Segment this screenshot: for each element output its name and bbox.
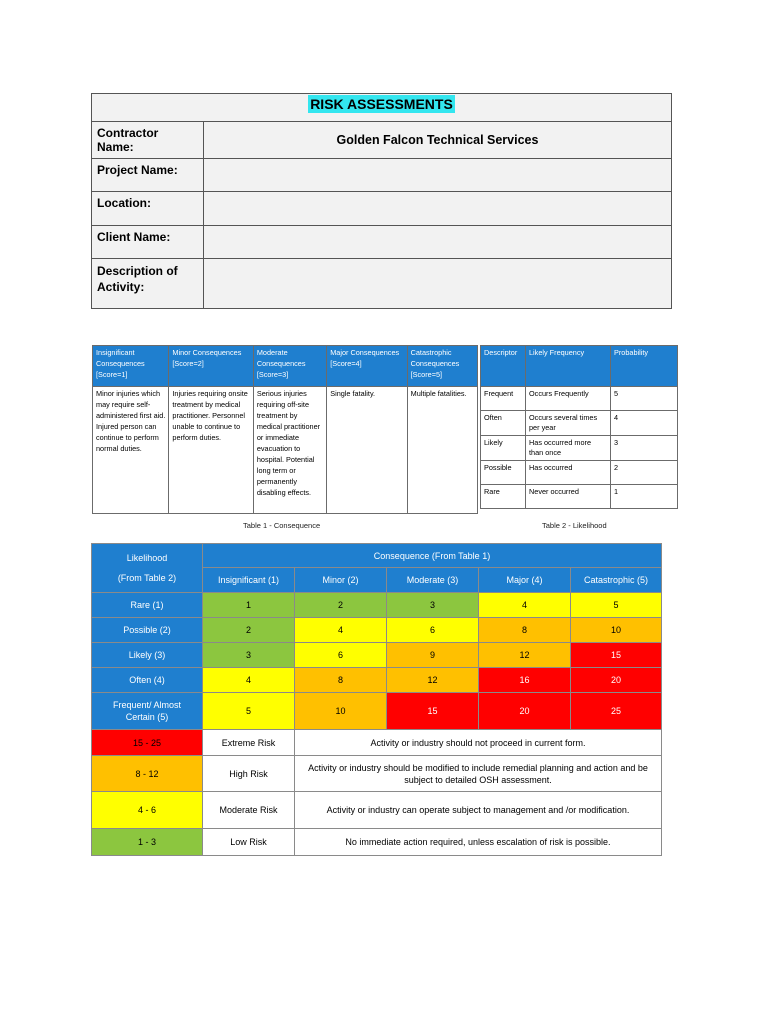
matrix-col-header: Insignificant (1) — [203, 568, 295, 593]
description-label: Description of Activity: — [92, 259, 204, 309]
location-label: Location: — [92, 192, 204, 226]
matrix-cell: 3 — [203, 643, 295, 668]
likelihood-probability: 3 — [611, 436, 678, 461]
table1-caption: Table 1 - Consequence — [243, 521, 321, 530]
matrix-cell: 2 — [295, 593, 387, 618]
matrix-corner-line1: Likelihood — [126, 553, 168, 563]
project-name-label: Project Name: — [92, 159, 204, 192]
matrix-row-header: Rare (1) — [92, 593, 203, 618]
risk-action: Activity or industry should be modified to include remedial planning and action and be subject to detailed OSH assessment. — [295, 756, 662, 792]
form-title-cell — [92, 94, 672, 122]
description-value — [204, 259, 672, 309]
consequence-cell-3: Serious injuries requiring off-site treatment by medical practitioner or immediate evacuation to hospital. Potential long term or permanently disabling effects. — [253, 387, 326, 514]
risk-action: No immediate action required, unless escalation of risk is possible. — [295, 829, 662, 856]
matrix-cell: 4 — [203, 668, 295, 693]
likelihood-descriptor: Often — [481, 411, 526, 436]
matrix-row-header: Likely (3) — [92, 643, 203, 668]
matrix-cell: 3 — [387, 593, 479, 618]
matrix-cell: 15 — [571, 643, 662, 668]
matrix-corner-line2: (From Table 2) — [117, 573, 177, 583]
risk-range: 15 - 25 — [92, 730, 203, 756]
likelihood-table — [480, 345, 678, 509]
risk-level: Moderate Risk — [203, 792, 295, 829]
matrix-row-header: Frequent/ Almost Certain (5) — [92, 693, 203, 730]
matrix-cell: 12 — [387, 668, 479, 693]
matrix-cell: 9 — [387, 643, 479, 668]
consequence-header-1: Insignificant Consequences [Score=1] — [93, 346, 169, 387]
client-name-value — [204, 226, 672, 259]
risk-matrix — [91, 543, 662, 856]
risk-range: 8 - 12 — [92, 756, 203, 792]
matrix-row-header: Possible (2) — [92, 618, 203, 643]
likelihood-probability: 4 — [611, 411, 678, 436]
matrix-col-header: Minor (2) — [295, 568, 387, 593]
likelihood-probability: 2 — [611, 461, 678, 485]
likelihood-frequency: Never occurred — [526, 485, 611, 509]
risk-action: Activity or industry can operate subject to management and /or modification. — [295, 792, 662, 829]
likelihood-descriptor: Frequent — [481, 387, 526, 411]
risk-assessment-form — [91, 93, 672, 309]
matrix-cell: 25 — [571, 693, 662, 730]
matrix-cell: 8 — [295, 668, 387, 693]
likelihood-probability: 1 — [611, 485, 678, 509]
matrix-cell: 5 — [571, 593, 662, 618]
matrix-cell: 6 — [387, 618, 479, 643]
matrix-cell: 6 — [295, 643, 387, 668]
likelihood-frequency: Occurs several times per year — [526, 411, 611, 436]
matrix-cell: 8 — [479, 618, 571, 643]
matrix-cell: 10 — [571, 618, 662, 643]
matrix-cell: 20 — [479, 693, 571, 730]
consequence-header-4: Major Consequences [Score=4] — [327, 346, 407, 387]
matrix-cell: 10 — [295, 693, 387, 730]
matrix-row-header: Often (4) — [92, 668, 203, 693]
consequence-cell-5: Multiple fatalities. — [407, 387, 477, 514]
contractor-name-label: Contractor Name: — [92, 122, 204, 159]
likelihood-header-probability: Probability — [611, 346, 678, 387]
contractor-name-value: Golden Falcon Technical Services — [204, 122, 672, 159]
matrix-col-header: Major (4) — [479, 568, 571, 593]
risk-level: Extreme Risk — [203, 730, 295, 756]
likelihood-frequency: Has occurred more than once — [526, 436, 611, 461]
likelihood-frequency: Occurs Frequently — [526, 387, 611, 411]
likelihood-probability: 5 — [611, 387, 678, 411]
matrix-cell: 4 — [295, 618, 387, 643]
consequence-cell-4: Single fatality. — [327, 387, 407, 514]
likelihood-header-frequency: Likely Frequency — [526, 346, 611, 387]
risk-range: 4 - 6 — [92, 792, 203, 829]
consequence-table — [92, 345, 478, 514]
client-name-label: Client Name: — [92, 226, 204, 259]
consequence-cell-2: Injuries requiring onsite treatment by medical practitioner. Personnel unable to continue to perform duties. — [169, 387, 253, 514]
matrix-cell: 16 — [479, 668, 571, 693]
matrix-cell: 2 — [203, 618, 295, 643]
matrix-cell: 5 — [203, 693, 295, 730]
likelihood-descriptor: Likely — [481, 436, 526, 461]
matrix-col-header: Catastrophic (5) — [571, 568, 662, 593]
form-title: RISK ASSESSMENTS — [310, 96, 453, 112]
risk-level: High Risk — [203, 756, 295, 792]
likelihood-header-descriptor: Descriptor — [481, 346, 526, 387]
risk-level: Low Risk — [203, 829, 295, 856]
matrix-col-header: Moderate (3) — [387, 568, 479, 593]
location-value — [204, 192, 672, 226]
table2-caption: Table 2 - Likelihood — [542, 521, 607, 530]
consequence-header-3: Moderate Consequences [Score=3] — [253, 346, 326, 387]
consequence-header-2: Minor Consequences [Score=2] — [169, 346, 253, 387]
risk-range: 1 - 3 — [92, 829, 203, 856]
consequence-cell-1: Minor injuries which may require self-administered first aid. Injured person can continue to perform normal duties. — [93, 387, 169, 514]
matrix-corner — [92, 544, 203, 593]
consequence-header-5: Catastrophic Consequences [Score=5] — [407, 346, 477, 387]
matrix-cell: 4 — [479, 593, 571, 618]
matrix-cell: 12 — [479, 643, 571, 668]
matrix-cell: 15 — [387, 693, 479, 730]
likelihood-descriptor: Rare — [481, 485, 526, 509]
matrix-cell: 1 — [203, 593, 295, 618]
consequence-header: Consequence (From Table 1) — [203, 544, 662, 568]
likelihood-descriptor: Possible — [481, 461, 526, 485]
risk-action: Activity or industry should not proceed in current form. — [295, 730, 662, 756]
likelihood-frequency: Has occurred — [526, 461, 611, 485]
matrix-cell: 20 — [571, 668, 662, 693]
project-name-value — [204, 159, 672, 192]
